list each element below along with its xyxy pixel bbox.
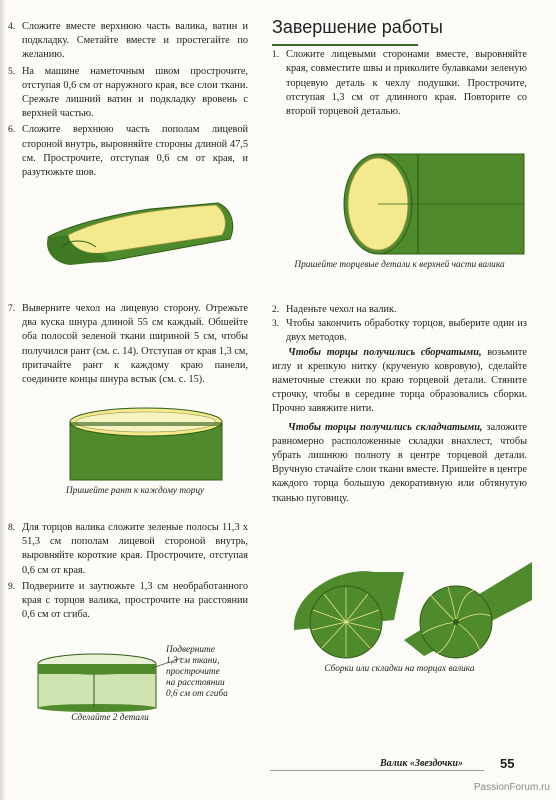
left-column-steps-b [8, 521, 248, 622]
page-binding-shadow [0, 0, 6, 800]
fold-note-line: 1,3 см ткани, [166, 656, 220, 666]
step-5 [8, 65, 248, 122]
step-text: Сложите лицевыми сторонами вместе, выровняйте края, совместите швы и приколите булавками зеленую торцевую деталь к чехлу подушки. Прострочите, отступая 1,3 см от длинного края. Повторите со второй торцевой деталью. [286, 49, 527, 118]
step-4 [8, 20, 248, 63]
finish-step-1 [272, 48, 527, 119]
step-number: 9. [8, 581, 16, 592]
fold-note-line: на расстоянии [166, 678, 225, 688]
gathered-lead: Чтобы торцы получились сборчатыми, [288, 346, 482, 358]
step-number: 5. [8, 66, 16, 77]
right-column-methods [272, 303, 527, 506]
step-number: 6. [8, 125, 16, 136]
step-8 [8, 521, 248, 578]
right-column [272, 17, 527, 119]
step-text: Сложите вместе верхнюю часть валика, ватин и подкладку. Сметайте вместе и простегайте по желанию. [22, 21, 248, 61]
step-text: Для торцов валика сложите зеленые полосы 11,3 х 51,3 см пополам лицевой стороной внутрь, выровняйте короткие края. Прострочите, отступая 0,6 см от края. [22, 522, 248, 576]
attach-ends-illustration [338, 150, 528, 256]
pleated-text: заложите равномерно расположенные складки внахлест, чтобы убрать лишнюю полноту в центре торцевой детали. Вручную стачайте слои ткани вместе. Пришейте в центре каждого торца большую декоративную или обтянутую тканью пуговицу. [272, 421, 527, 504]
caption-ends: Сборки или складки на торцах валика [324, 664, 475, 674]
finish-step-3 [272, 317, 527, 345]
step-number: 4. [8, 22, 16, 32]
step-6 [8, 123, 248, 180]
step-number: 3. [272, 319, 280, 330]
step-7 [8, 302, 248, 387]
left-column [8, 20, 248, 180]
gathered-text: возьмите иглу и крепкую нитку (крученую ковровую), сделайте наметочные стежки по краю торцевой детали. Стяните строчку, чтобы в середине торца образовались сборки. Прочно завяжите нити. [272, 346, 527, 415]
section-title: Завершение работы [272, 17, 443, 37]
step-text: Выверните чехол на лицевую сторону. Отрежьте два куска шнура длиной 55 см каждый. Обшейте оба полосой зеленой ткани шириной 5 см, чтобы получился рант (см. с. 14). Отступая от края 1,3 см, притачайте рант к каждому краю панели, соедините концы шнура встык (см. с. 15). [22, 303, 248, 386]
pleated-lead: Чтобы торцы получились складчатыми, [288, 421, 483, 433]
caption-cord: Пришейте рант к каждому торцу [65, 486, 205, 496]
caption-make-two: Сделайте 2 детали [71, 713, 149, 723]
caption-sew-ends: Пришейте торцевые детали к верхней части валика [294, 260, 505, 270]
footer-label: Валик «Звездочки» [380, 758, 464, 769]
step-number: 8. [8, 523, 16, 533]
gathered-method [272, 346, 527, 417]
step-number: 2. [272, 305, 280, 315]
folded-cover-illustration [40, 195, 240, 275]
section-title-underline [272, 44, 418, 46]
button-center [453, 619, 459, 625]
step-text: На машине наметочным швом прострочите, отступая 0,6 см от наружного края, все слои ткани. Срежьте лишний ватин и подкладку вровень с верхней частью. [22, 65, 248, 120]
piped-cover-illustration [66, 404, 226, 482]
left-column-step7 [8, 302, 248, 387]
step-number: 7. [8, 304, 16, 314]
page-number: 55 [500, 756, 515, 771]
finish-step-2 [272, 303, 527, 317]
pleated-method [272, 421, 527, 506]
step-text: Подверните и заутюжьте 1,3 см необработанного края с торцов валика, прострочите на расстоянии 0,6 см от сгиба. [22, 580, 248, 621]
end-band-illustration [34, 650, 160, 712]
footer-rule [270, 770, 484, 771]
step-text: Наденьте чехол на валик. [286, 304, 397, 315]
watermark: PassionForum.ru [473, 782, 550, 793]
step-number: 1. [272, 50, 280, 61]
step-text: Сложите верхнюю часть пополам лицевой стороной внутрь, выровняйте стороны длиной 47,5 см. Прострочите, отступая 0,6 см от края, и разутюжьте шов. [22, 124, 248, 179]
step-text: Чтобы закончить обработку торцов, выберите один из двух методов. [286, 318, 527, 344]
ends-illustration [284, 560, 534, 660]
step-9 [8, 580, 248, 623]
fold-note-line: прострочите [166, 667, 220, 677]
fold-note-line: Подверните [166, 645, 215, 655]
fold-note-line: 0,6 см от сгиба [166, 689, 228, 699]
fold-note [166, 645, 256, 700]
